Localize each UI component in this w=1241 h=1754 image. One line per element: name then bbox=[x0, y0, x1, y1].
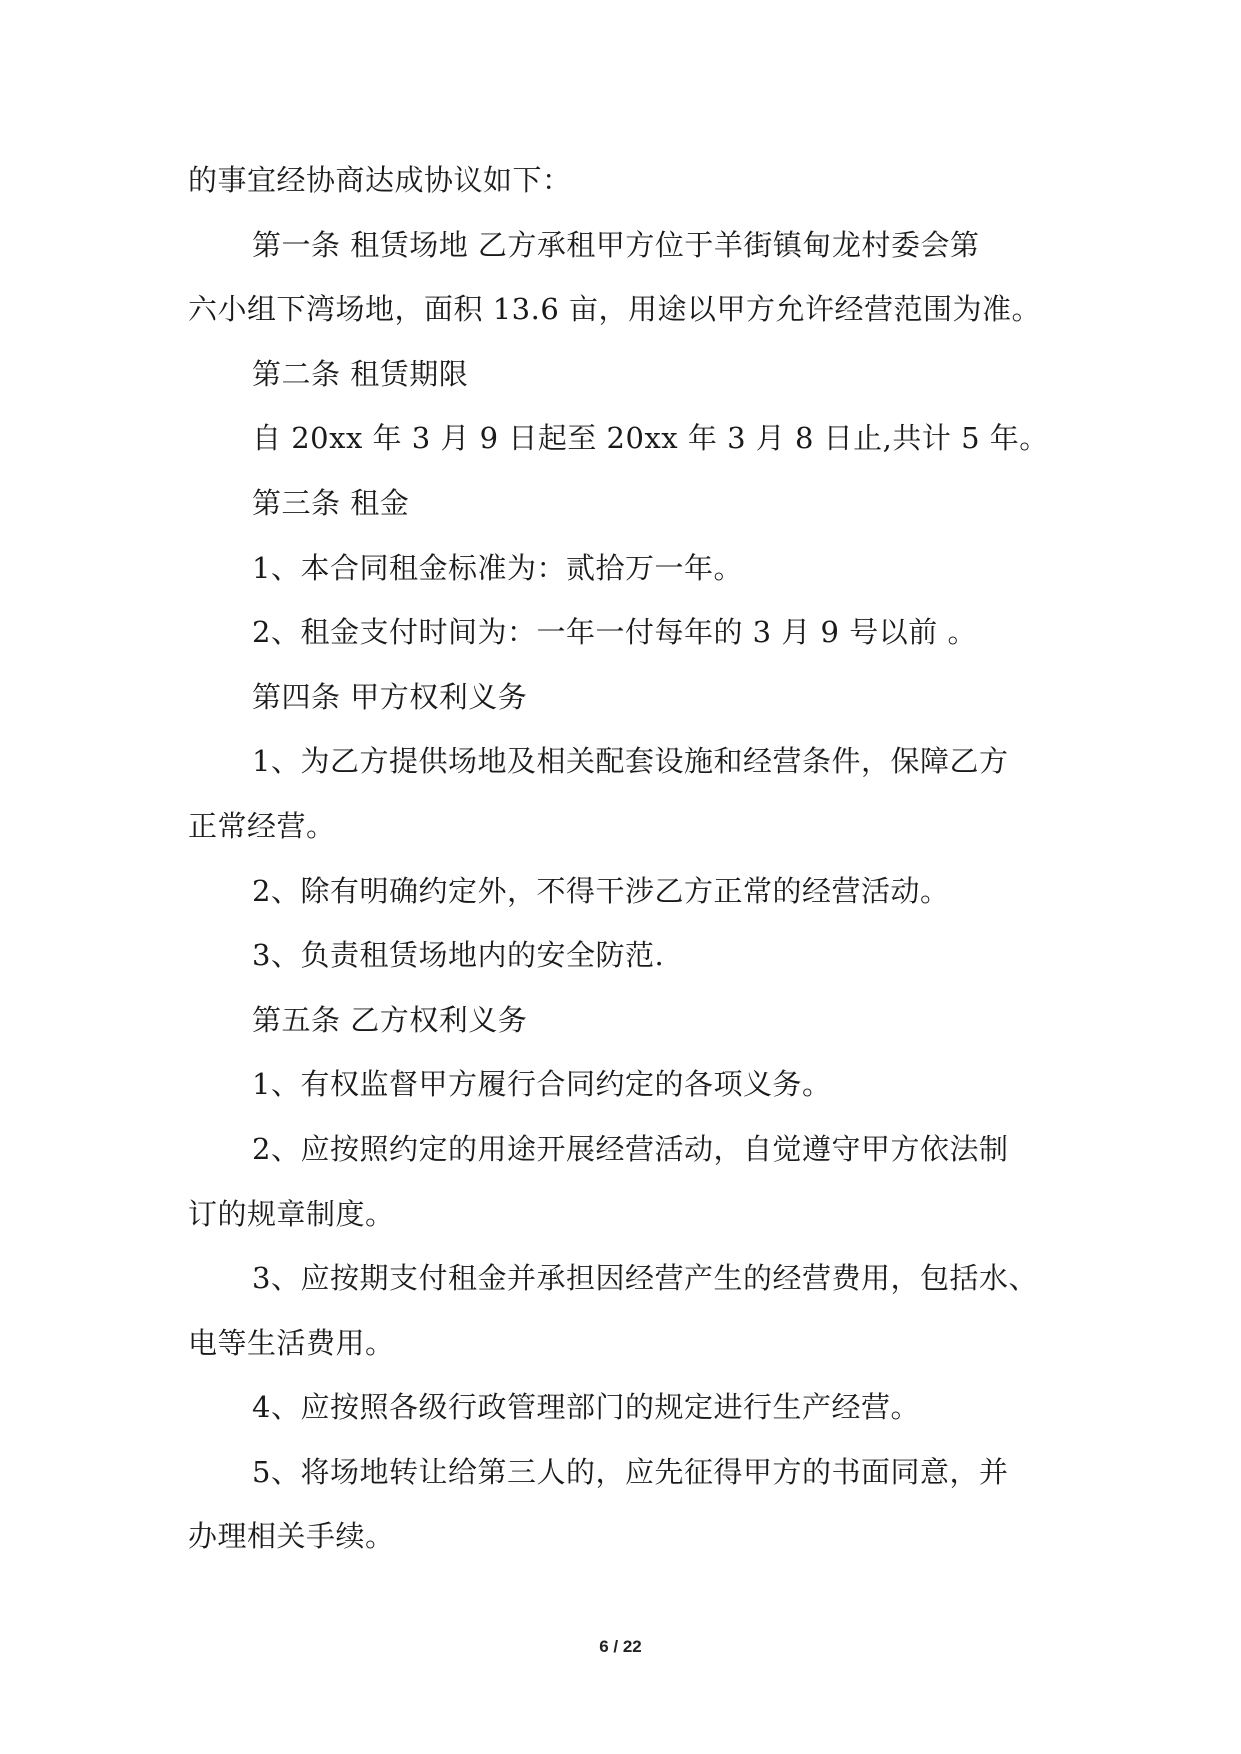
article-4-heading: 第四条 甲方权利义务 bbox=[252, 679, 528, 714]
list-item-continuation: 电等生活费用。 bbox=[188, 1325, 395, 1360]
list-item: 2、应按照约定的用途开展经营活动，自觉遵守甲方依法制 bbox=[252, 1131, 1009, 1166]
list-item-continuation: 订的规章制度。 bbox=[188, 1196, 395, 1231]
list-item: 2、除有明确约定外，不得干涉乙方正常的经营活动。 bbox=[252, 873, 950, 908]
list-item: 1、为乙方提供场地及相关配套设施和经营条件，保障乙方 bbox=[252, 744, 1009, 779]
article-1-heading-line: 第一条 租赁场地 乙方承租甲方位于羊街镇甸龙村委会第 bbox=[252, 227, 980, 262]
list-item: 3、应按期支付租金并承担因经营产生的经营费用，包括水、 bbox=[252, 1261, 1038, 1296]
list-item: 2、租金支付时间为：一年一付每年的 3 月 9 号以前 。 bbox=[252, 615, 977, 650]
list-item: 5、将场地转让给第三人的，应先征得甲方的书面同意，并 bbox=[252, 1454, 1009, 1489]
list-item-continuation: 办理相关手续。 bbox=[188, 1519, 395, 1554]
list-item-continuation: 正常经营。 bbox=[188, 808, 336, 843]
list-item: 4、应按照各级行政管理部门的规定进行生产经营。 bbox=[252, 1390, 920, 1425]
page-number: 6 / 22 bbox=[599, 1637, 642, 1656]
article-3-heading: 第三条 租金 bbox=[252, 485, 410, 520]
paragraph-line: 六小组下湾场地，面积 13.6 亩，用途以甲方允许经营范围为准。 bbox=[188, 292, 1042, 327]
list-item: 1、本合同租金标准为：贰拾万一年。 bbox=[252, 550, 743, 585]
list-item: 1、有权监督甲方履行合同约定的各项义务。 bbox=[252, 1067, 832, 1102]
paragraph-line: 自 20xx 年 3 月 9 日起至 20xx 年 3 月 8 日止,共计 5 年。 bbox=[252, 421, 1049, 456]
paragraph-line: 的事宜经协商达成协议如下： bbox=[188, 163, 572, 197]
document-body bbox=[188, 148, 1058, 1569]
article-5-heading: 第五条 乙方权利义务 bbox=[252, 1002, 528, 1037]
list-item: 3、负责租赁场地内的安全防范. bbox=[252, 938, 665, 973]
article-2-heading: 第二条 租赁期限 bbox=[252, 356, 469, 391]
